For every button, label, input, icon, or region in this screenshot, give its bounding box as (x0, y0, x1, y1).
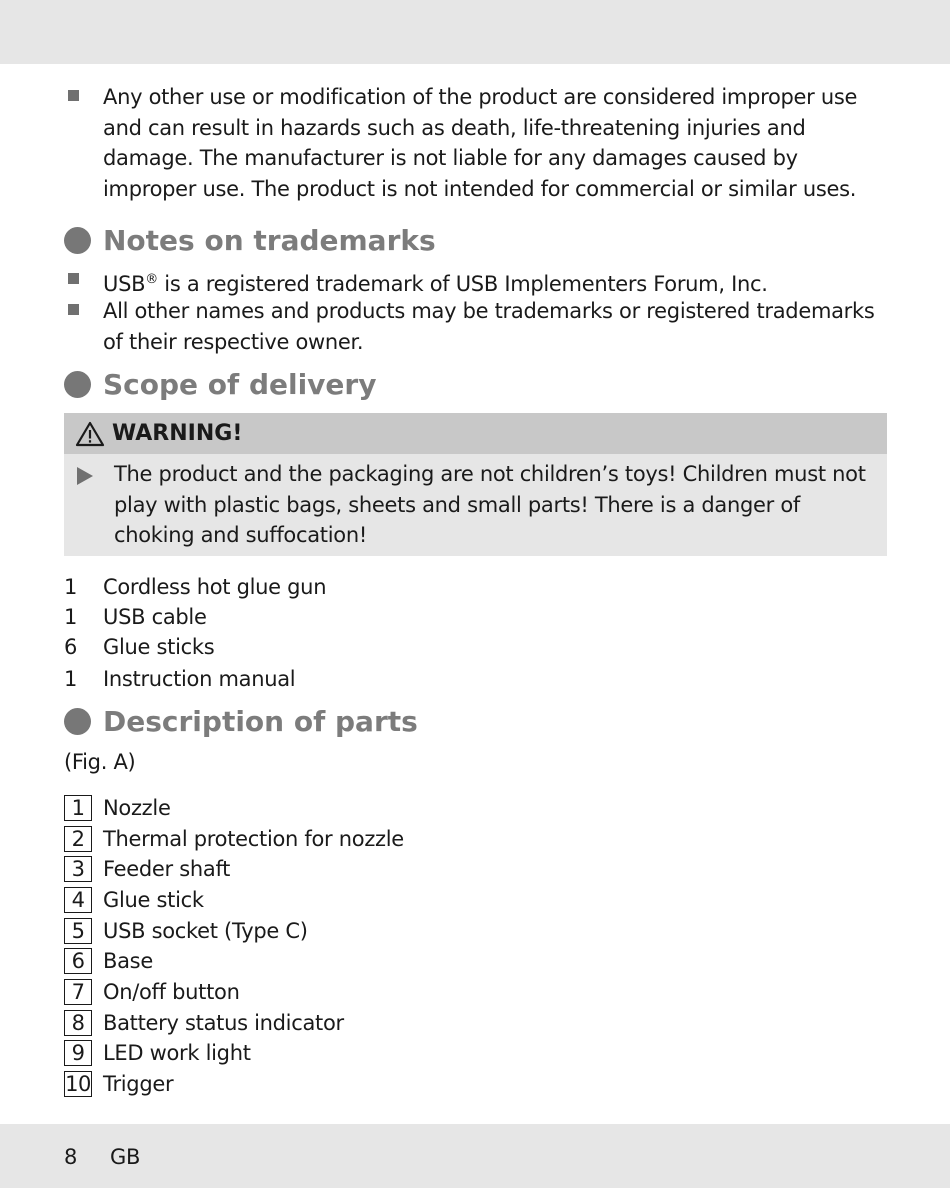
part-item (64, 794, 171, 822)
warning-triangle-icon (75, 421, 105, 447)
delivery-label: USB cable (103, 605, 207, 629)
delivery-item (64, 664, 295, 694)
part-label: LED work light (103, 1041, 251, 1065)
part-number-box: 9 (64, 1040, 92, 1066)
heading-text: Scope of delivery (103, 367, 377, 401)
part-item (64, 917, 308, 945)
part-label: Base (103, 949, 153, 973)
page-number: 8 (64, 1145, 78, 1169)
part-item (64, 886, 204, 914)
part-label: Battery status indicator (103, 1011, 344, 1035)
part-number-box: 1 (64, 795, 92, 821)
part-number-box: 5 (64, 918, 92, 944)
warning-title: WARNING! (112, 421, 243, 446)
bullet-text: All other names and products may be trademarks or registered trademarks of their respective owner. (103, 299, 875, 354)
circle-bullet-icon (64, 371, 91, 398)
heading-trademarks (64, 223, 436, 257)
usb-text: USB (103, 272, 146, 296)
square-bullet-icon (68, 304, 79, 315)
part-label: Feeder shaft (103, 857, 231, 881)
part-number-box: 3 (64, 856, 92, 882)
heading-text: Description of parts (103, 704, 418, 738)
square-bullet-icon (68, 90, 79, 101)
bullet-usb-trademark (64, 265, 894, 300)
bullet-improper-use (64, 82, 894, 204)
part-number-box: 10 (65, 1072, 91, 1096)
part-label: Nozzle (103, 796, 171, 820)
heading-scope-of-delivery (64, 367, 376, 401)
delivery-qty: 6 (64, 635, 78, 659)
part-number-box: 8 (64, 1010, 92, 1036)
part-number-box: 2 (64, 826, 92, 852)
header-band (0, 0, 950, 64)
part-label: USB socket (Type C) (103, 919, 308, 943)
part-item (64, 855, 230, 883)
delivery-qty: 1 (64, 667, 78, 691)
part-number-box: 6 (64, 948, 92, 974)
part-item (64, 978, 240, 1006)
bullet-other-trademarks (64, 296, 894, 357)
page-language: GB (110, 1145, 141, 1169)
part-item (64, 1070, 173, 1098)
part-label: On/off button (103, 980, 240, 1004)
part-item (64, 825, 404, 853)
arrow-bullet-icon (77, 467, 93, 485)
delivery-item (64, 572, 326, 602)
warning-header (64, 413, 887, 454)
usb-trademark-text: is a registered trademark of USB Implementers Forum, Inc. (157, 272, 768, 296)
part-item (64, 947, 153, 975)
warning-text: The product and the packaging are not children’s toys! Children must not play with plastic bags, sheets and small parts! There is a danger of choking and suffocation! (114, 462, 866, 547)
delivery-label: Glue sticks (103, 635, 215, 659)
circle-bullet-icon (64, 227, 91, 254)
part-item (64, 1039, 251, 1067)
delivery-qty: 1 (64, 605, 78, 629)
bullet-text: Any other use or modification of the product are considered improper use and can result in hazards such as death, life-threatening injuries and damage. The manufacturer is not liable for any damages caused by improper use. The product is not intended for commercial or similar uses. (103, 85, 858, 201)
delivery-label: Instruction manual (103, 667, 296, 691)
part-item (64, 1009, 344, 1037)
warning-box (64, 413, 887, 556)
delivery-label: Cordless hot glue gun (103, 575, 327, 599)
delivery-item (64, 632, 214, 662)
delivery-qty: 1 (64, 575, 78, 599)
heading-text: Notes on trademarks (103, 223, 436, 257)
part-number-box: 7 (64, 979, 92, 1005)
delivery-item (64, 602, 207, 632)
figure-reference: (Fig. A) (64, 750, 136, 774)
part-label: Trigger (103, 1072, 174, 1096)
square-bullet-icon (68, 273, 79, 284)
part-label: Thermal protection for nozzle (103, 827, 404, 851)
circle-bullet-icon (64, 708, 91, 735)
heading-description-of-parts (64, 704, 418, 738)
footer-band (0, 1124, 950, 1188)
part-label: Glue stick (103, 888, 204, 912)
registered-mark: ® (145, 272, 158, 287)
part-number-box: 4 (64, 887, 92, 913)
